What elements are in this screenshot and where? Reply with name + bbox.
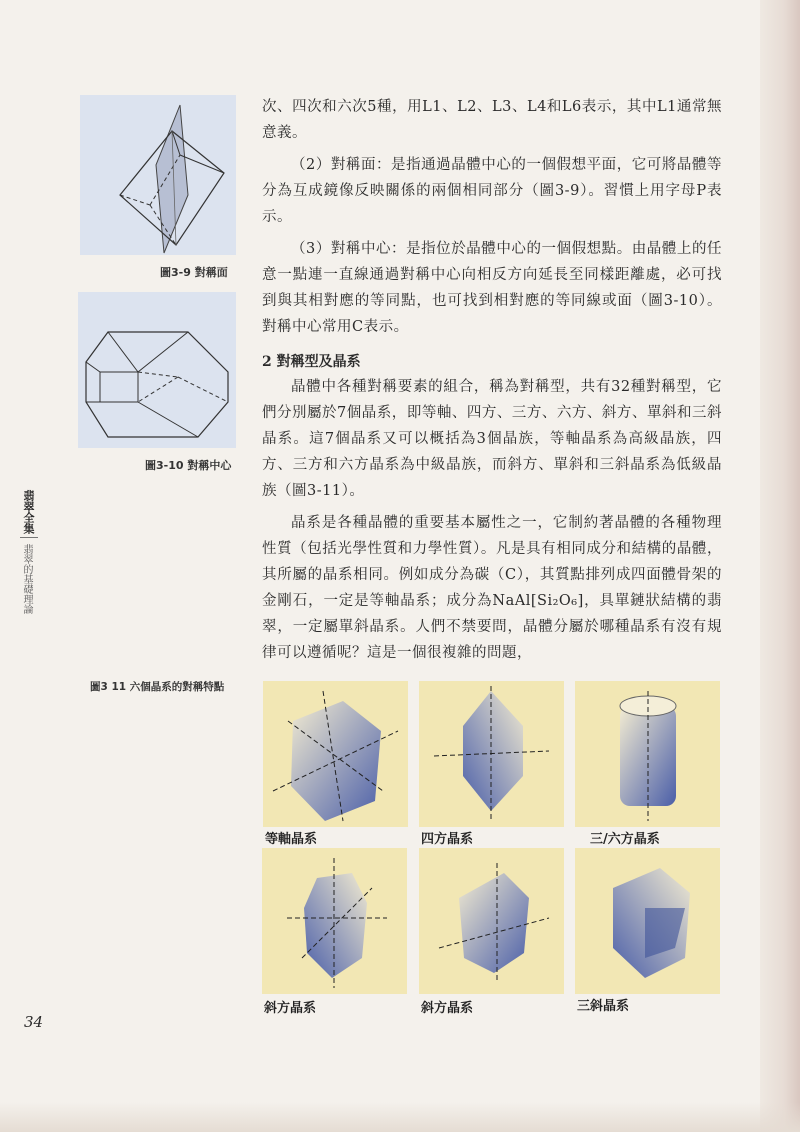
tetragonal-crystal [419, 681, 564, 827]
crystal-label-tetragonal: 四方晶系 [421, 832, 474, 847]
paragraph-4: 晶體中各種對稱要素的組合，稱為對稱型，共有32種對稱型，它們分別屬於7個晶系，即等軸、四方、三方、六方、斜方、單斜和三斜晶系。這7個晶系又可以概括為3個晶族，等軸晶系為高級晶族，四方、三方和六方晶系為中級晶族，而斜方、單斜和三斜晶系為低級晶族（圖3-11）。 [262, 379, 722, 499]
sidebar-running-head [20, 490, 38, 614]
crystal-label-triclinic: 三斜晶系 [577, 999, 630, 1014]
figure-3-9 [80, 95, 236, 255]
paragraph-2: （2）對稱面：是指通過晶體中心的一個假想平面，它可將晶體等分為互成鏡像反映關係的兩個相同部分（圖3-9）。習慣上用字母P表示。 [262, 157, 722, 225]
crystal-panel-cubic [263, 681, 408, 827]
orthorhombic-crystal-1 [262, 848, 407, 994]
crystal-panel-hexagonal [575, 681, 720, 827]
paragraph-1: 次、四次和六次5種，用L1、L2、L3、L4和L6表示，其中L1通常無意義。 [262, 99, 722, 141]
book-title: 翡翠全集 [22, 490, 35, 534]
symmetry-plane-diagram [80, 95, 236, 255]
body-upper [262, 94, 722, 346]
triclinic-crystal [575, 848, 720, 994]
section-heading: 2 對稱型及晶系 [262, 354, 361, 370]
crystal-panel-orthorhombic-1 [262, 848, 407, 994]
body-lower [262, 374, 722, 672]
chapter-title: 翡翠的基礎理論 [21, 544, 32, 614]
hexagonal-crystal [575, 681, 720, 827]
paragraph-5: 晶系是各種晶體的重要基本屬性之一，它制約著晶體的各種物理性質（包括光學性質和力學性質）。凡是具有相同成分和結構的晶體，其所屬的晶系相同。例如成分為碳（C），其質點排列成四面體骨架的金剛石，一定是等軸晶系；成分為NaAl[Si₂O₆]，具單鏈狀結構的翡翠，一定屬單斜晶系。人們不禁要問，晶體分屬於哪種晶系有沒有規律可以遵循呢？這是一個很複雜的問題， [262, 515, 722, 661]
page-edge [760, 0, 800, 1132]
figure-3-10 [78, 292, 236, 448]
crystal-label-orthorhombic-2: 斜方晶系 [421, 1001, 474, 1016]
crystal-label-hexagonal: 三/六方晶系 [590, 832, 660, 847]
crystal-panel-orthorhombic-2 [419, 848, 564, 994]
figure-3-11-caption: 圖3 11 六個晶系的對稱特點 [90, 681, 225, 693]
orthorhombic-crystal-2 [419, 848, 564, 994]
figure-3-9-caption: 圖3-9 對稱面 [160, 266, 228, 279]
crystal-panel-tetragonal [419, 681, 564, 827]
figure-3-10-caption: 圖3-10 對稱中心 [145, 459, 232, 472]
page-number: 34 [24, 1013, 44, 1031]
sidebar-divider [20, 537, 38, 538]
page-bottom-shadow [0, 1102, 800, 1132]
crystal-label-orthorhombic-1: 斜方晶系 [264, 1001, 317, 1016]
crystal-label-cubic: 等軸晶系 [265, 832, 318, 847]
paragraph-3: （3）對稱中心：是指位於晶體中心的一個假想點。由晶體上的任意一點連一直線通過對稱中心向相反方向延長至同樣距離處，必可找到與其相對應的等同點，也可找到相對應的等同線或面（圖3-10）。對稱中心常用C表示。 [262, 241, 722, 335]
symmetry-center-diagram [78, 292, 236, 448]
cubic-crystal [263, 681, 408, 827]
crystal-panel-triclinic [575, 848, 720, 994]
